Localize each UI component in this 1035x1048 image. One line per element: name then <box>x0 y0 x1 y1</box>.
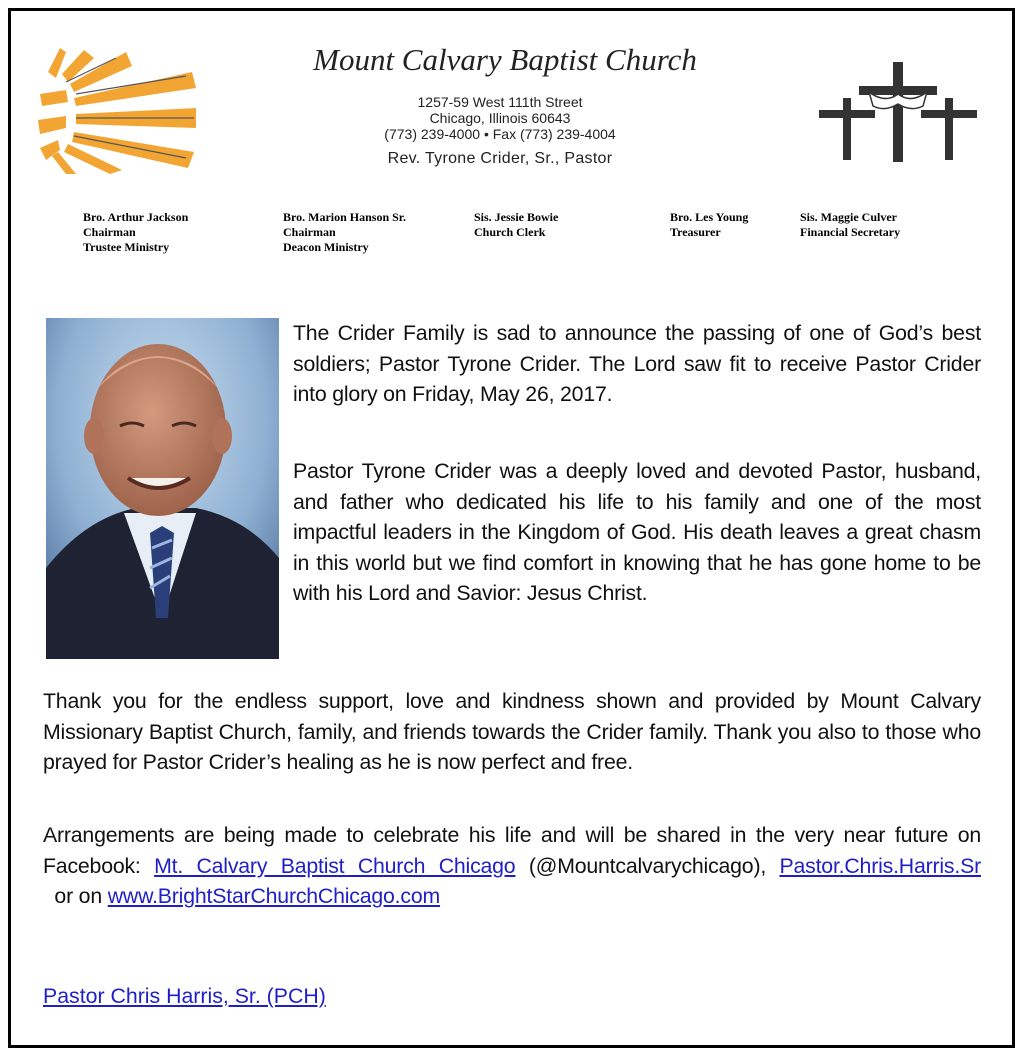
officer-trustee <box>83 210 188 255</box>
officer-title: Treasurer <box>670 225 721 239</box>
address-phones <box>320 126 680 142</box>
address-city: Chicago, Illinois 60643 <box>429 110 571 126</box>
announcement-paragraph: The Crider Family is sad to announce the passing of one of God’s best soldiers; Pastor Tyrone Crider. The Lord saw fit to receive Pastor Crider into glory on Friday, May 26, 2017. <box>293 321 981 406</box>
officer-title: Chairman <box>83 225 136 239</box>
officer-name: Bro. Arthur Jackson <box>83 210 189 224</box>
arrangements-intro: Arrangements are being made to celebrate his life and will be shared in the very near future on Facebook: <box>43 823 981 878</box>
or-on-text: or on <box>43 884 108 908</box>
officer-ministry: Deacon Ministry <box>283 240 369 254</box>
officer-title: Church Clerk <box>474 225 546 239</box>
thanks-paragraph: Thank you for the endless support, love and kindness shown and provided by Mount Calvary Missionary Baptist Church, family, and friends towards the Crider family. Thank you also to those who prayed for Pastor Crider’s healing as he is now perfect and free. <box>43 689 981 774</box>
officer-deacon <box>283 210 406 255</box>
fax-number: Fax (773) 239-4004 <box>492 126 616 142</box>
officer-ministry: Trustee Ministry <box>83 240 170 254</box>
officer-title: Chairman <box>283 225 336 239</box>
officer-name: Sis. Jessie Bowie <box>474 210 559 224</box>
pastor-portrait-image <box>46 318 279 659</box>
three-crosses-icon <box>815 58 980 163</box>
officer-clerk <box>474 210 558 240</box>
officer-treasurer <box>670 210 748 240</box>
officer-title: Financial Secretary <box>800 225 901 239</box>
tribute-paragraph: Pastor Tyrone Crider was a deeply loved and devoted Pastor, husband, and father who dedicated his life to his family and one of the most impactful leaders in the Kingdom of God. His death leaves a great chasm in this world but we find comfort in knowing that he has gone home to be with his Lord and Savior: Jesus Christ. <box>293 459 981 605</box>
church-name: Mount Calvary Baptist Church <box>313 42 697 77</box>
officer-name: Bro. Les Young <box>670 210 749 224</box>
sun-logo-icon <box>36 44 201 174</box>
pastor-line: Rev. Tyrone Crider, Sr., Pastor <box>387 150 613 167</box>
bullet-separator: • <box>483 126 489 142</box>
arrangements-paragraph <box>43 820 981 912</box>
church-address <box>320 94 680 142</box>
pastor-profile-link[interactable]: Pastor.Chris.Harris.Sr <box>779 853 981 878</box>
facebook-link[interactable]: Mt. Calvary Baptist Church Chicago <box>154 853 516 878</box>
phone-number: (773) 239-4000 <box>384 126 481 142</box>
address-street: 1257-59 West 111th Street <box>417 94 583 110</box>
signature-link[interactable]: Pastor Chris Harris, Sr. (PCH) <box>43 984 326 1008</box>
officer-name: Sis. Maggie Culver <box>800 210 897 224</box>
officer-financial-secretary <box>800 210 900 240</box>
website-link[interactable]: www.BrightStarChurchChicago.com <box>107 884 441 908</box>
facebook-handle: (@Mountcalvarychicago), <box>515 853 780 878</box>
officer-name: Bro. Marion Hanson Sr. <box>283 210 407 224</box>
